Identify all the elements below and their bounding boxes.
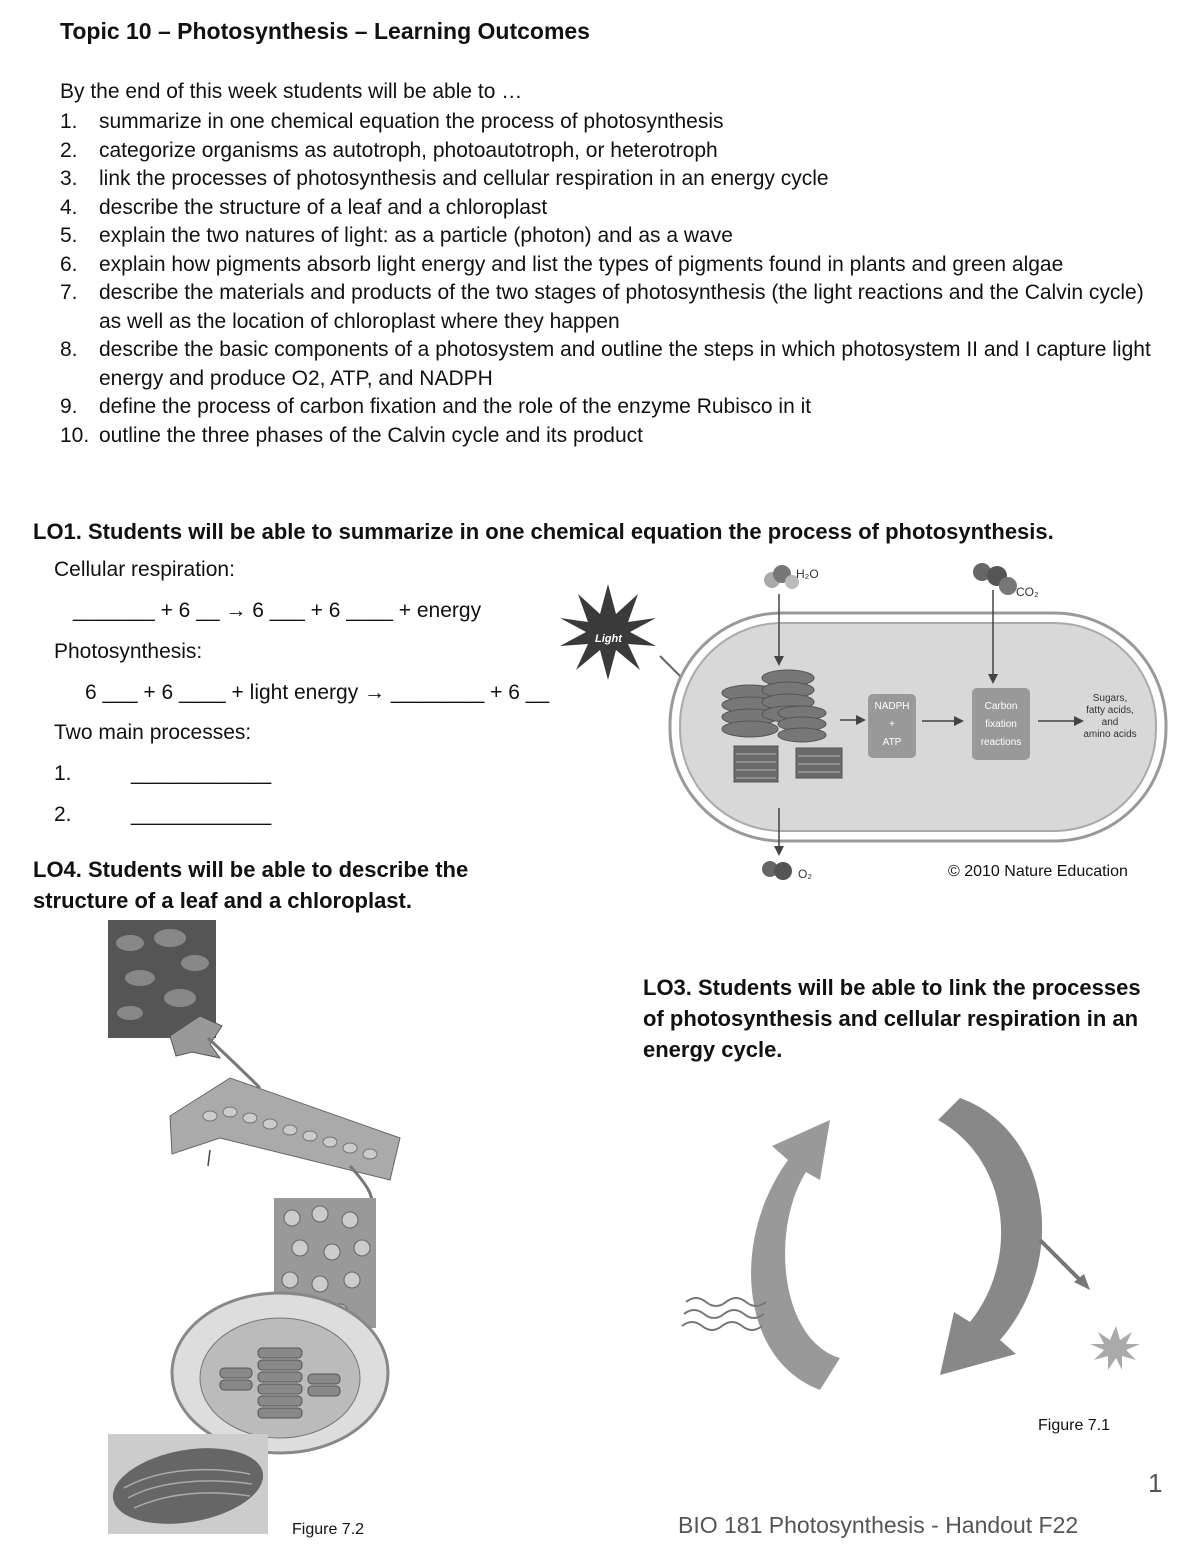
light-waves-icon — [682, 1298, 766, 1330]
list-item: 8. describe the basic components of a photosystem and outline the steps in which photosystem II and I capture light energy and produce O2, ATP, and NADPH — [60, 338, 1151, 390]
list-item: 5. explain the two natures of light: as a particle (photon) and as a wave — [60, 224, 733, 247]
co2-molecule-icon — [973, 563, 1017, 595]
plus-label: + — [889, 719, 895, 730]
sugars-label-3: and — [1101, 717, 1119, 728]
list-item: 3. link the processes of photosynthesis and cellular respiration in an energy cycle — [60, 167, 829, 190]
sugars-label-1: Sugars, — [1092, 693, 1128, 704]
list-item: 2. categorize organisms as autotroph, photoautotroph, or heterotroph — [60, 138, 718, 162]
outcomes-list — [60, 108, 1160, 450]
process-1-blank: ____________ — [131, 762, 272, 785]
atp-label: ATP — [882, 737, 902, 748]
cycle-arrow-left — [751, 1120, 840, 1390]
h2o-label: H₂O — [796, 567, 819, 581]
processes-label: Two main processes: — [54, 721, 252, 744]
o2-molecule-icon — [762, 861, 792, 880]
list-item: 1. summarize in one chemical equation the process of photosynthesis — [60, 110, 724, 133]
lo1-heading: LO1. Students will be able to summarize in one chemical equation the process of photosynthesis. — [33, 519, 1054, 544]
nadph-label: NADPH — [874, 701, 910, 712]
intro-text: By the end of this week students will be able to … — [60, 80, 523, 103]
cellular-respiration-equation: _______ + 6 __ → 6 ___ + 6 ____ + energy — [73, 599, 482, 622]
light-burst-icon — [560, 584, 656, 680]
photosynthesis-label: Photosynthesis: — [54, 640, 203, 663]
co2-label: CO₂ — [1016, 585, 1039, 599]
list-item: 7. describe the materials and products of the two stages of photosynthesis (the light reactions and the Calvin cycle) as well as the location of chloroplast where they happen — [60, 281, 1144, 333]
chloroplast-overview-diagram — [550, 558, 1180, 888]
list-item: 10. outline the three phases of the Calvin cycle and its product — [60, 423, 643, 447]
h2o-molecule-icon — [764, 565, 799, 589]
sugars-label-4: amino acids — [1083, 729, 1137, 740]
sugars-label-2: fatty acids, — [1086, 705, 1134, 716]
carbon-label-1: Carbon — [984, 701, 1018, 712]
carbon-label-2: fixation — [985, 719, 1017, 730]
page-title: Topic 10 – Photosynthesis – Learning Outcomes — [60, 18, 590, 44]
process-2-number: 2. — [54, 803, 72, 826]
page-number: 1 — [1148, 1468, 1163, 1498]
copyright-note: © 2010 Nature Education — [948, 863, 1128, 880]
cycle-arrow-right — [938, 1098, 1042, 1375]
list-item: 6. explain how pigments absorb light energy and list the types of pigments found in plants and green algae — [60, 252, 1064, 276]
list-item: 9. define the process of carbon fixation and the role of the enzyme Rubisco in it — [60, 395, 812, 418]
heat-burst-icon — [1090, 1326, 1140, 1370]
process-1-number: 1. — [54, 762, 72, 785]
figure-7-1-caption: Figure 7.1 — [1038, 1417, 1111, 1434]
lo4-heading: LO4. Students will be able to describe the structure of a leaf and a chloroplast. — [33, 857, 469, 913]
process-2-blank: ____________ — [131, 803, 272, 826]
list-item: 4. describe the structure of a leaf and a chloroplast — [60, 195, 548, 219]
energy-cycle-diagram — [670, 1090, 1170, 1410]
cellular-respiration-label: Cellular respiration: — [54, 558, 235, 581]
lo3-heading: LO3. Students will be able to link the processes of photosynthesis and cellular respiration in an energy cycle. — [643, 975, 1141, 1062]
leaf-chloroplast-diagram — [100, 918, 420, 1538]
figure-7-2-caption: Figure 7.2 — [292, 1521, 365, 1538]
carbon-label-3: reactions — [980, 737, 1022, 748]
o2-label: O₂ — [798, 867, 812, 881]
light-label: Light — [595, 633, 622, 645]
photosynthesis-equation: 6 ___ + 6 ____ + light energy → ________ + 6 __ — [85, 681, 550, 704]
page-footer: BIO 181 Photosynthesis - Handout F22 — [678, 1512, 1079, 1538]
